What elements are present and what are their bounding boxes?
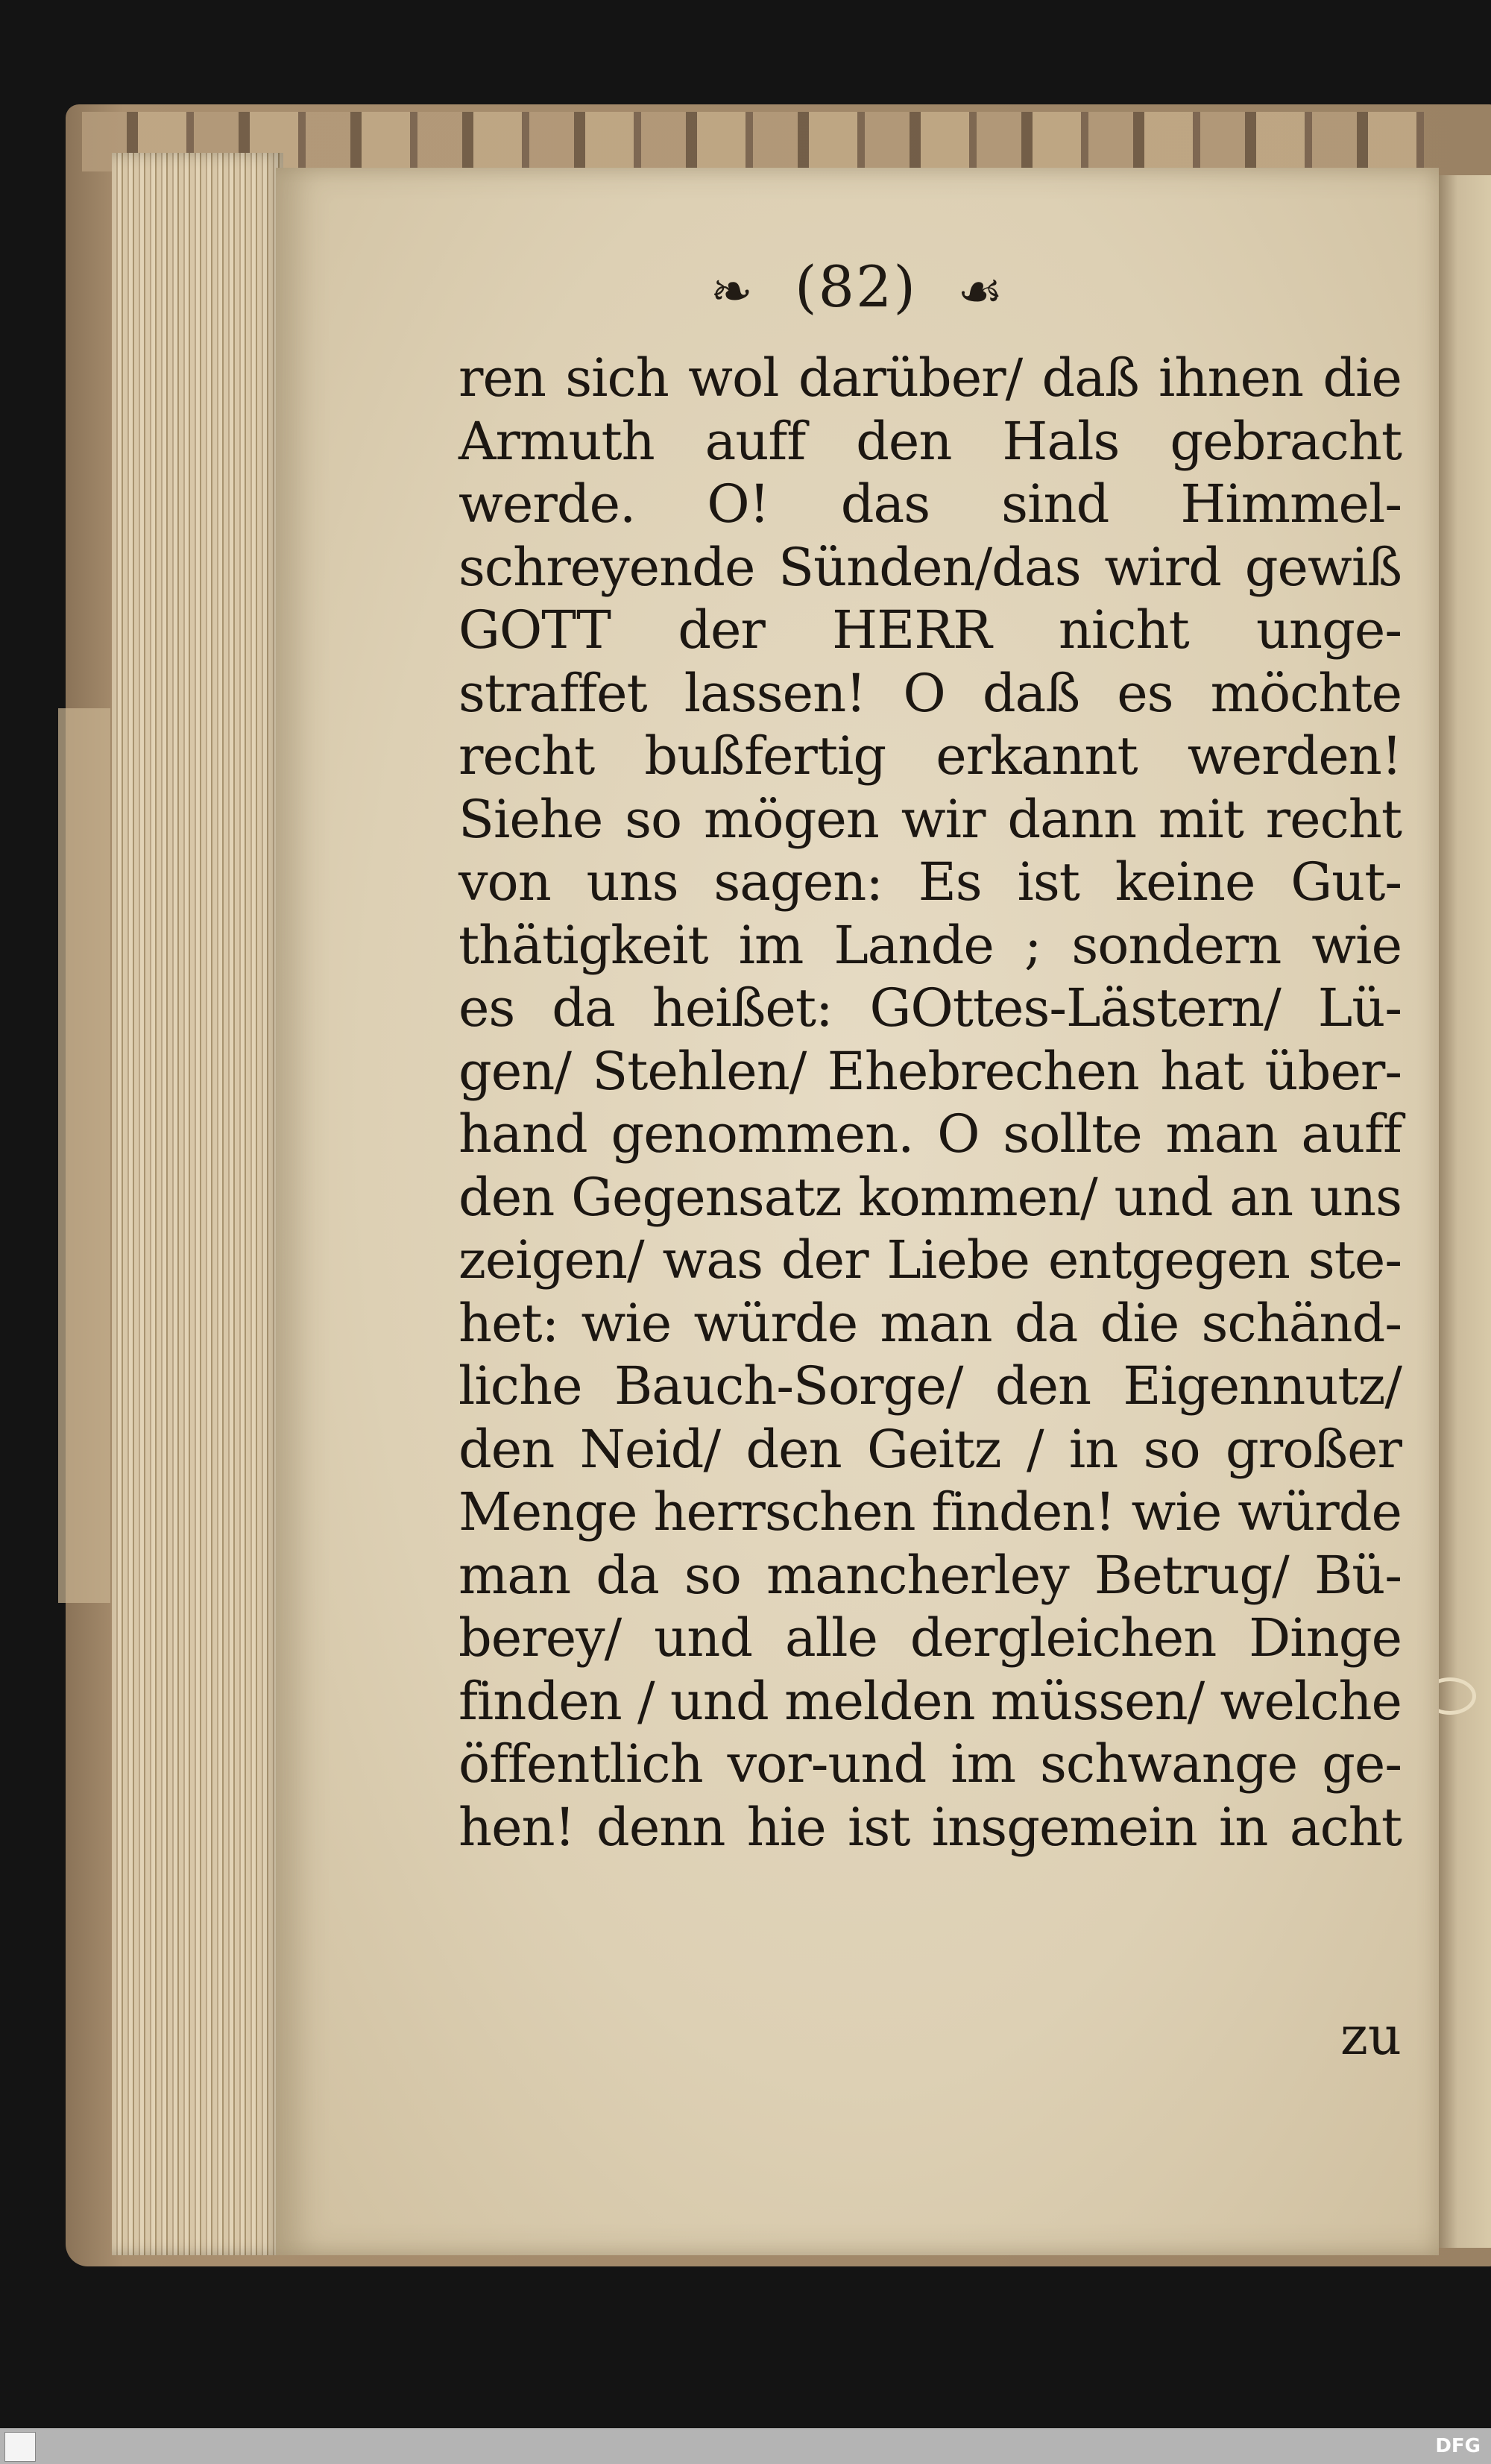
- cover-top-edge: [82, 112, 1424, 171]
- text-line: werde. O! das sind Himmel-: [458, 473, 1402, 535]
- text-line: liche Bauch-Sorge/ den Eigennutz/: [458, 1355, 1402, 1417]
- text-line: Armuth auff den Hals gebracht: [458, 410, 1402, 472]
- facing-page-edge: [1435, 175, 1491, 2248]
- text-line: zeigen/ was der Liebe entgegen ste-: [458, 1229, 1402, 1291]
- text-line: den Neid/ den Geitz / in so großer: [458, 1418, 1402, 1480]
- viewer-footer-bar: [0, 2428, 1491, 2464]
- dfg-logo[interactable]: DFG: [1435, 2435, 1481, 2457]
- page-text: [458, 347, 1402, 1859]
- text-line: berey/ und alle dergleichen Dinge: [458, 1607, 1402, 1669]
- text-line: finden / und melden müssen/ welche: [458, 1670, 1402, 1732]
- text-line: man da so mancherley Betrug/ Bü-: [458, 1544, 1402, 1606]
- text-line: thätigkeit im Lande ; sondern wie: [458, 914, 1402, 976]
- text-line: recht bußfertig erkannt werden!: [458, 725, 1402, 787]
- text-line: öffentlich vor-und im schwange ge-: [458, 1733, 1402, 1795]
- ornament-right-icon: ☙: [957, 262, 1005, 321]
- text-line: den Gegensatz kommen/ und an uns: [458, 1166, 1402, 1228]
- ornament-left-icon: ❧: [710, 262, 754, 321]
- library-logo-icon[interactable]: [4, 2432, 36, 2462]
- text-line: schreyende Sünden/das wird gewiß: [458, 536, 1402, 598]
- text-line: hen! denn hie ist insgemein in acht: [458, 1796, 1402, 1858]
- text-line: hand genommen. O sollte man auff: [458, 1103, 1402, 1165]
- text-line: Siehe so mögen wir dann mit recht: [458, 788, 1402, 850]
- text-line: es da heißet: GOttes-Lästern/ Lü-: [458, 977, 1402, 1039]
- cover-left-edge: [58, 708, 110, 1603]
- page-header: [276, 253, 1439, 321]
- text-line: ren sich wol darüber/ daß ihnen die: [458, 347, 1402, 409]
- page-number: (82): [795, 253, 918, 320]
- catchword: zu: [1340, 2005, 1402, 2067]
- text-line: gen/ Stehlen/ Ehebrechen hat über-: [458, 1040, 1402, 1102]
- text-line: straffet lassen! O daß es möchte: [458, 662, 1402, 724]
- text-line: het: wie würde man da die schänd-: [458, 1292, 1402, 1354]
- text-line: Menge herrschen finden! wie würde: [458, 1481, 1402, 1543]
- text-line: GOTT der HERR nicht unge-: [458, 599, 1402, 661]
- text-line: von uns sagen: Es ist keine Gut-: [458, 851, 1402, 913]
- page-edges-stack: [112, 153, 283, 2255]
